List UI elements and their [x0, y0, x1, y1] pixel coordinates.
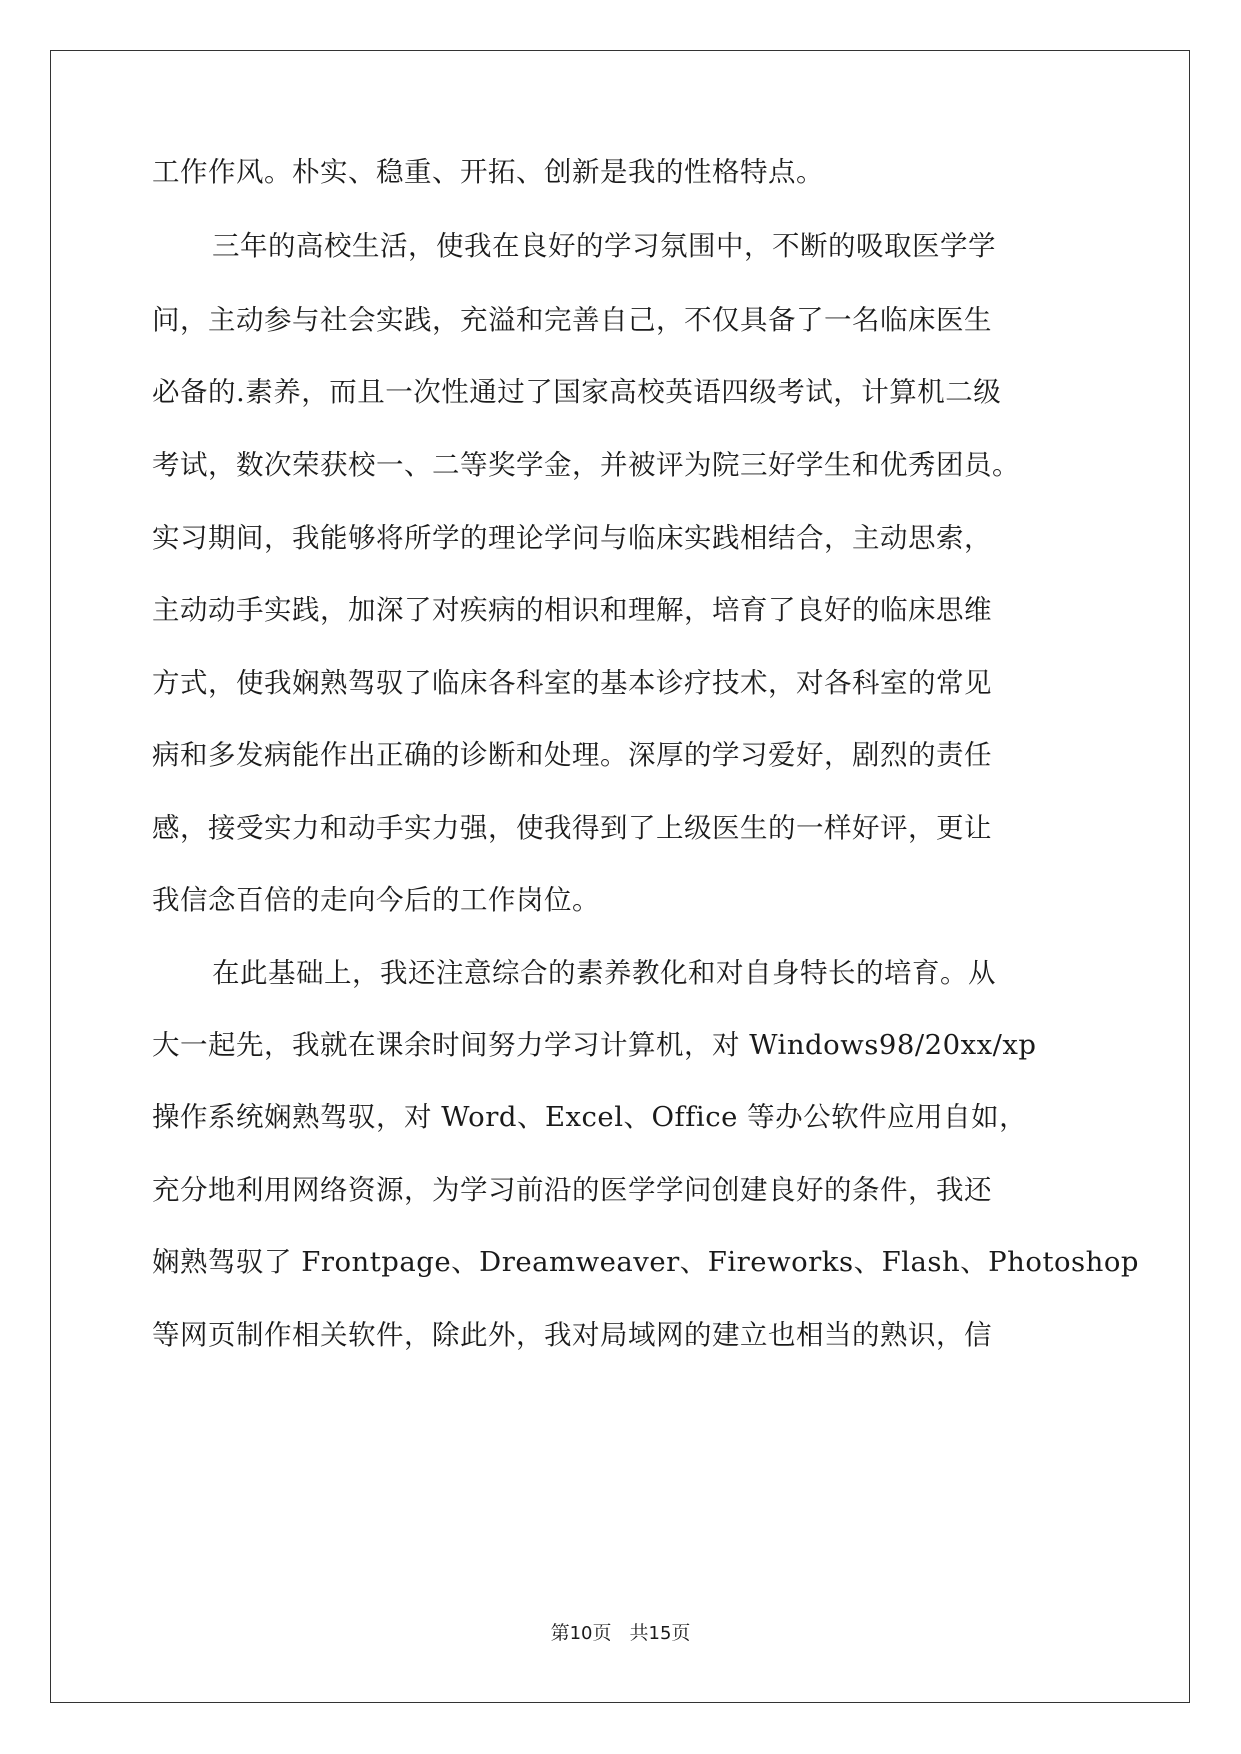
- text-line: 实习期间，我能够将所学的理论学问与临床实践相结合，主动思索，: [152, 522, 992, 554]
- text-line: 操作系统娴熟驾驭，对 Word、Excel、Office 等办公软件应用自如，: [152, 1101, 1028, 1133]
- text-line: 娴熟驾驭了 Frontpage、Dreamweaver、Fireworks、Flash、Photoshop: [152, 1246, 1140, 1278]
- paragraph-start-line: 在此基础上，我还注意综合的素养教化和对自身特长的培育。从: [212, 957, 996, 989]
- text-line: 问，主动参与社会实践，充溢和完善自己，不仅具备了一名临床医生: [152, 304, 992, 336]
- total-page-number: 15: [648, 1623, 672, 1644]
- text-line: 充分地利用网络资源，为学习前沿的医学学问创建良好的条件，我还: [152, 1174, 992, 1206]
- text-line: 我信念百倍的走向今后的工作岗位。: [152, 884, 600, 916]
- text-line: 主动动手实践，加深了对疾病的相识和理解，培育了良好的临床思维: [152, 594, 992, 626]
- page-footer: [0, 1620, 1241, 1647]
- text-line: 必备的.素养，而且一次性通过了国家高校英语四级考试，计算机二级: [152, 376, 1002, 408]
- text-line: 等网页制作相关软件，除此外，我对局域网的建立也相当的熟识，信: [152, 1319, 992, 1351]
- text-line: 考试，数次荣获校一、二等奖学金，并被评为院三好学生和优秀团员。: [152, 449, 1020, 481]
- page-prefix: 第: [550, 1622, 570, 1644]
- text-line: 感，接受实力和动手实力强，使我得到了上级医生的一样好评，更让: [152, 812, 992, 844]
- page-border: [50, 50, 1190, 1703]
- current-page-number: 10: [569, 1623, 593, 1644]
- text-line: 工作作风。朴实、稳重、开拓、创新是我的性格特点。: [152, 156, 824, 188]
- text-line: 大一起先，我就在课余时间努力学习计算机，对 Windows98/20xx/xp: [152, 1029, 1037, 1061]
- paragraph-start-line: 三年的高校生活，使我在良好的学习氛围中，不断的吸取医学学: [212, 230, 996, 262]
- total-prefix: 共: [629, 1622, 649, 1644]
- page-suffix: 页: [592, 1622, 612, 1644]
- text-line: 病和多发病能作出正确的诊断和处理。深厚的学习爱好，剧烈的责任: [152, 739, 992, 771]
- total-suffix: 页: [671, 1622, 691, 1644]
- text-line: 方式，使我娴熟驾驭了临床各科室的基本诊疗技术，对各科室的常见: [152, 667, 992, 699]
